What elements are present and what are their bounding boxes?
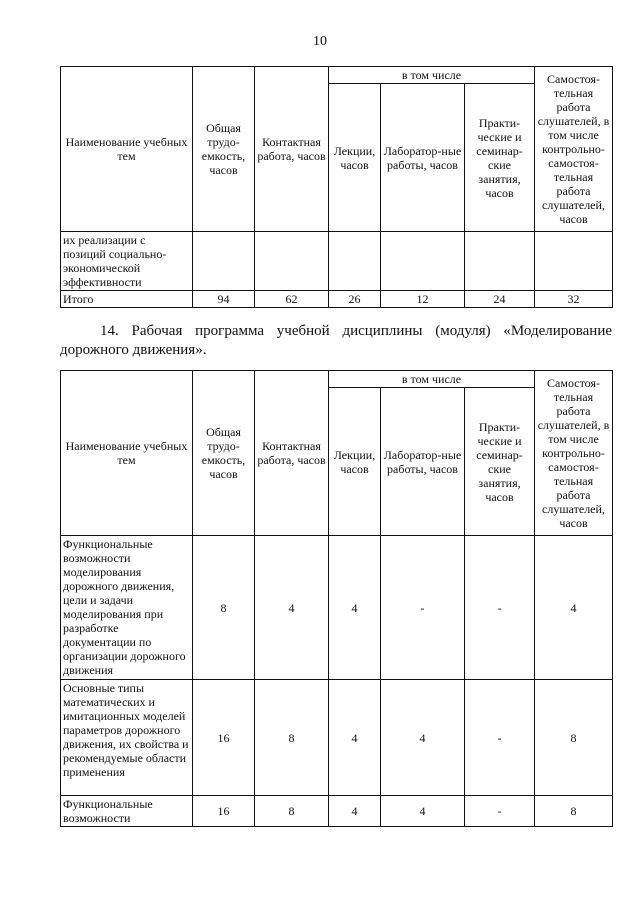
total-hours: 16 [193, 680, 255, 796]
selfwork-hours: 8 [535, 680, 613, 796]
hours-table-traffic-modeling [60, 370, 613, 827]
page-number: 10 [313, 34, 327, 49]
total-hours: 16 [193, 796, 255, 827]
practice-hours: - [465, 680, 535, 796]
header-selfwork: Самостоя-тельная работа слушателей, в том числе контрольно-самостоя-тельная работа слушателей, часов [535, 371, 613, 536]
header-selfwork: Самостоя-тельная работа слушателей, в том числе контрольно-самостоя-тельная работа слушателей, часов [535, 67, 613, 232]
lecture-hours: 26 [329, 291, 381, 308]
table-row [61, 680, 613, 796]
header-total: Общая трудо-емкость, часов [193, 371, 255, 536]
header-lectures: Лекции, часов [329, 388, 381, 536]
lecture-hours: 4 [329, 796, 381, 827]
header-practice: Практи-ческие и семинар-ские занятия, часов [465, 84, 535, 232]
header-practice: Практи-ческие и семинар-ские занятия, часов [465, 388, 535, 536]
selfwork-hours: 32 [535, 291, 613, 308]
lecture-hours: 4 [329, 536, 381, 680]
selfwork-hours: 4 [535, 536, 613, 680]
header-labs: Лаборатор-ные работы, часов [381, 388, 465, 536]
practice-hours: - [465, 536, 535, 680]
contact-hours: 4 [255, 536, 329, 680]
total-row [61, 291, 613, 308]
lab-hours: - [381, 536, 465, 680]
lab-hours: 4 [381, 796, 465, 827]
header-contact: Контактная работа, часов [255, 67, 329, 232]
selfwork-hours: 8 [535, 796, 613, 827]
header-name: Наименование учебных тем [61, 67, 193, 232]
practice-hours: 24 [465, 291, 535, 308]
contact-hours: 8 [255, 680, 329, 796]
contact-hours: 8 [255, 796, 329, 827]
header-labs: Лаборатор-ные работы, часов [381, 84, 465, 232]
section-heading: 14. Рабочая программа учебной дисциплины (модуля) «Моделирование дорожного движения». [60, 323, 612, 358]
contact-hours: 62 [255, 291, 329, 308]
header-contact: Контактная работа, часов [255, 371, 329, 536]
header-name: Наименование учебных тем [61, 371, 193, 536]
lab-hours: 4 [381, 680, 465, 796]
table-row [61, 232, 613, 291]
topic-name: их реализации с позиций социально-экономической эффективности [61, 232, 193, 291]
header-in-total: в том числе [329, 67, 535, 84]
hours-table-continued [60, 66, 613, 308]
topic-name: Основные типы математических и имитационных моделей параметров дорожного движения, их свойства и рекомендуемые области применения [61, 680, 193, 796]
table-row [61, 536, 613, 680]
practice-hours: - [465, 796, 535, 827]
table-row [61, 796, 613, 827]
lecture-hours: 4 [329, 680, 381, 796]
header-in-total: в том числе [329, 371, 535, 388]
total-hours: 8 [193, 536, 255, 680]
topic-name: Функциональные возможности моделирования дорожного движения, цели и задачи моделирования при разработке документации по организации дорожного движения [61, 536, 193, 680]
header-total: Общая трудо-емкость, часов [193, 67, 255, 232]
total-label: Итого [61, 291, 193, 308]
header-lectures: Лекции, часов [329, 84, 381, 232]
total-hours: 94 [193, 291, 255, 308]
topic-name: Функциональные возможности [61, 796, 193, 827]
lab-hours: 12 [381, 291, 465, 308]
